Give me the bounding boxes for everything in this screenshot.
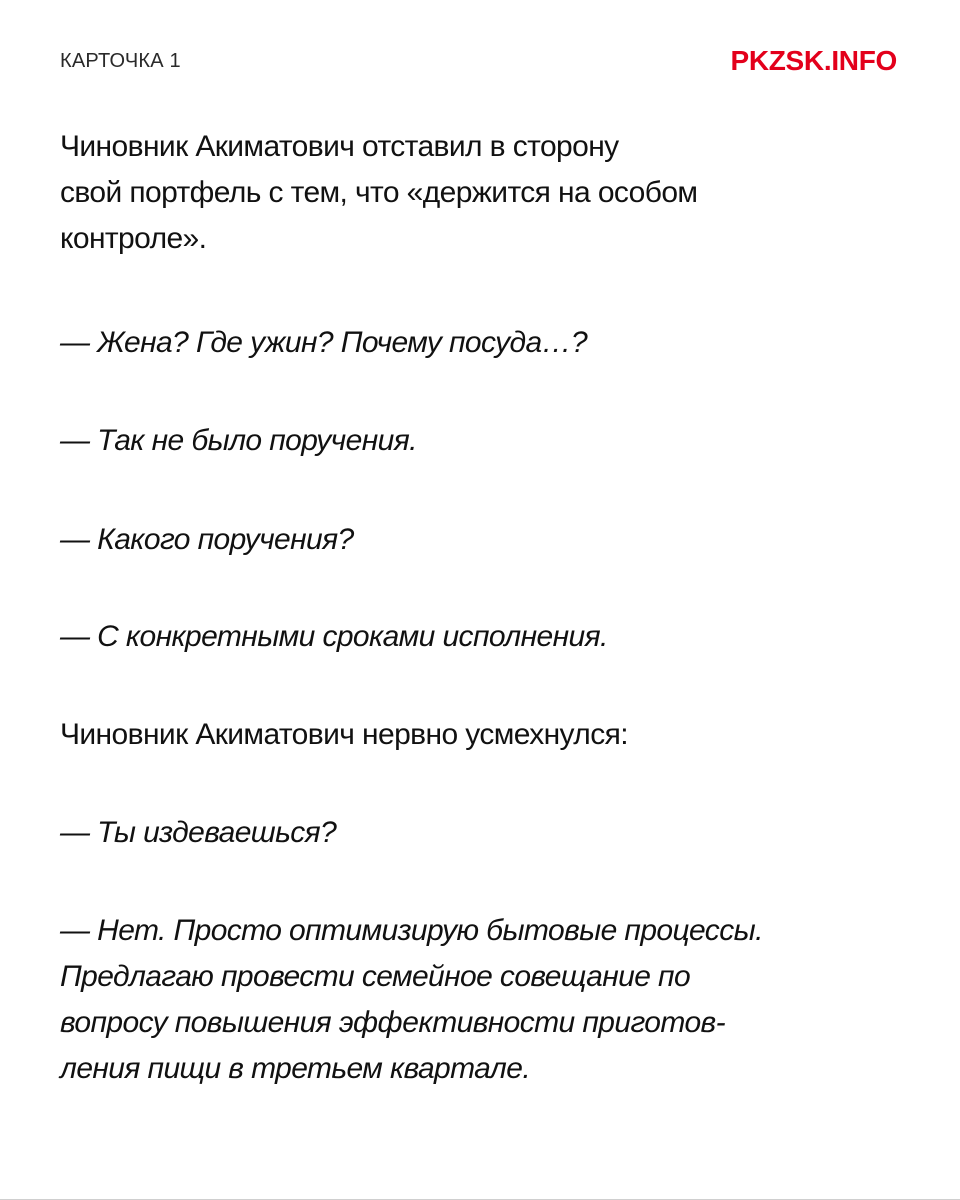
dialogue-line-6	[60, 908, 890, 1092]
text-line: — Ты издеваешься?	[60, 816, 337, 849]
text-line: ления пищи в третьем квартале.	[60, 1052, 531, 1085]
dialogue-line-4	[60, 614, 890, 660]
text-line: — Так не было поручения.	[60, 424, 417, 457]
text-line: вопросу повышения эффективности приготов-	[60, 1006, 725, 1039]
dialogue-line-1	[60, 320, 890, 366]
text-line: Чиновник Акиматович отставил в сторону	[60, 130, 619, 163]
text-line: — Нет. Просто оптимизирую бытовые процессы.	[60, 914, 763, 947]
dialogue-line-5	[60, 810, 890, 856]
story-paragraph-narration	[60, 712, 890, 758]
text-line: — С конкретными сроками исполнения.	[60, 620, 608, 653]
text-line: Чиновник Акиматович нервно усмехнулся:	[60, 718, 628, 751]
text-line: свой портфель с тем, что «держится на особом	[60, 176, 698, 209]
dialogue-line-2	[60, 418, 890, 464]
site-logo[interactable]: PKZSK.INFO	[730, 45, 897, 76]
text-line: Предлагаю провести семейное совещание по	[60, 960, 691, 993]
text-line: — Жена? Где ужин? Почему посуда…?	[60, 326, 588, 359]
text-line: — Какого поручения?	[60, 523, 354, 556]
text-line: контроле».	[60, 222, 207, 255]
card-number-label: КАРТОЧКА 1	[60, 50, 181, 72]
dialogue-line-3	[60, 517, 890, 563]
story-paragraph-intro	[60, 124, 890, 262]
